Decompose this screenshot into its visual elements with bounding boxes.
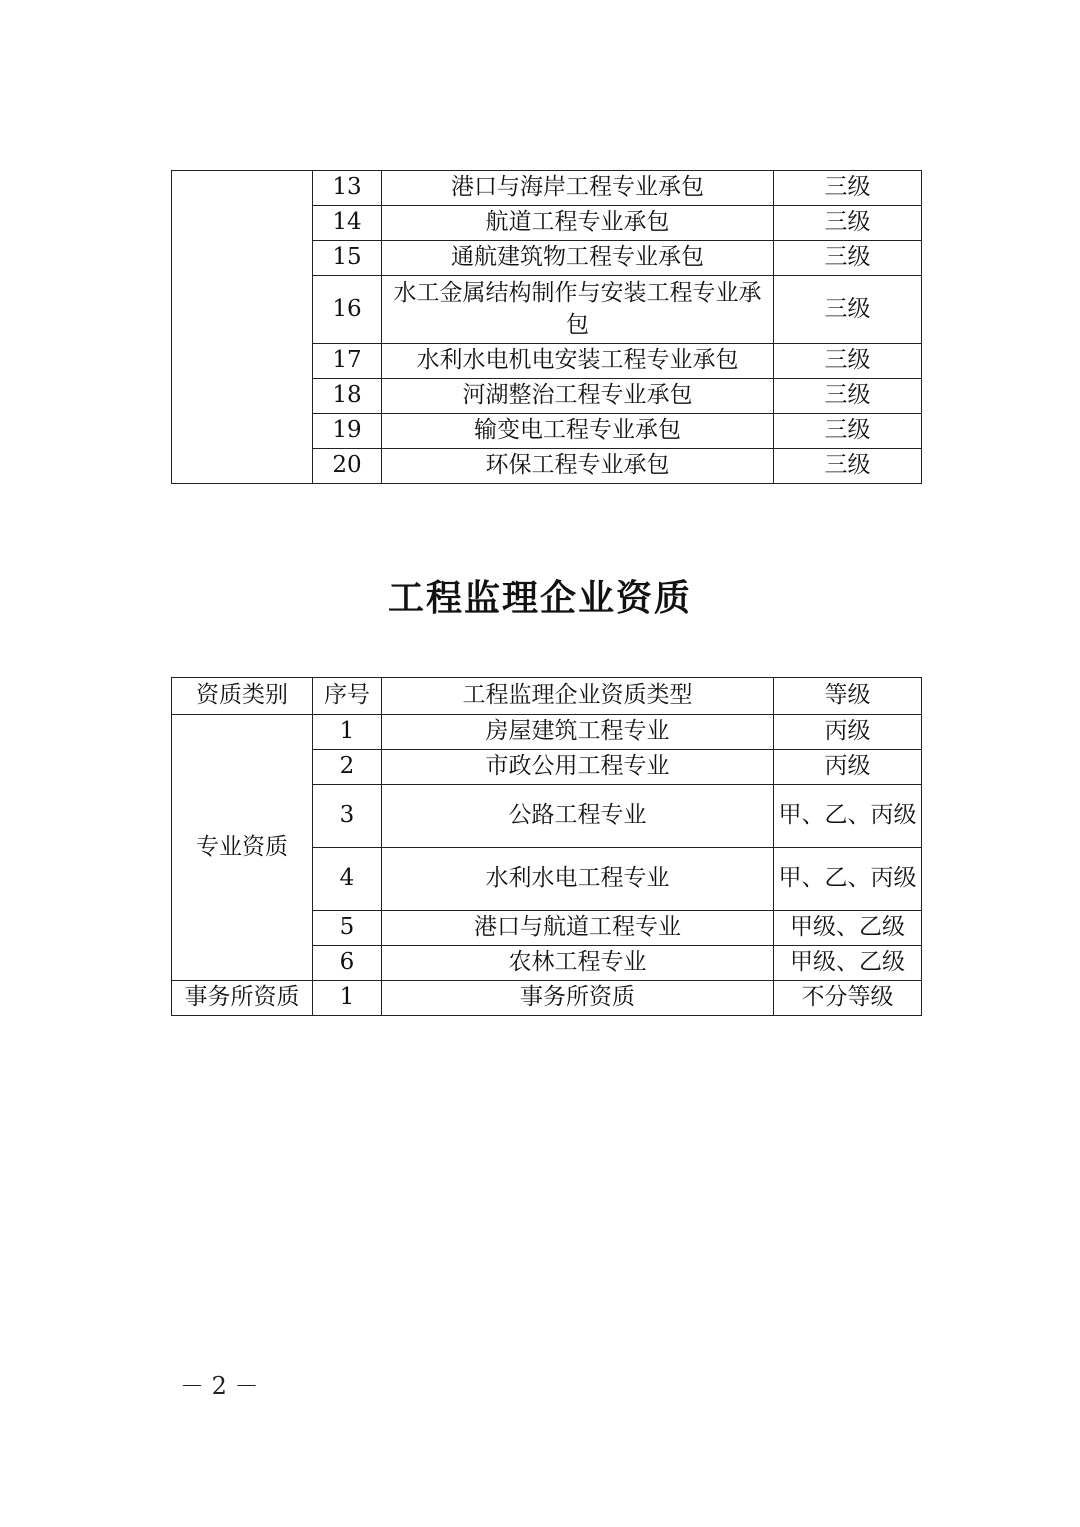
grade: 不分等级 bbox=[774, 981, 922, 1016]
row-number: 19 bbox=[313, 414, 382, 449]
qualification-type: 港口与航道工程专业 bbox=[382, 911, 774, 946]
qualification-type: 公路工程专业 bbox=[382, 785, 774, 848]
header-type: 工程监理企业资质类型 bbox=[382, 678, 774, 715]
table-row bbox=[172, 715, 922, 750]
row-number: 6 bbox=[313, 946, 382, 981]
contractor-qualification-table-continued bbox=[171, 170, 922, 484]
qualification-type: 航道工程专业承包 bbox=[382, 206, 774, 241]
row-number: 3 bbox=[313, 785, 382, 848]
qualification-type: 水工金属结构制作与安装工程专业承包 bbox=[382, 276, 774, 344]
row-number: 20 bbox=[313, 449, 382, 484]
qualification-type: 环保工程专业承包 bbox=[382, 449, 774, 484]
qualification-type: 事务所资质 bbox=[382, 981, 774, 1016]
page-number: － 2 － bbox=[180, 1372, 259, 1400]
qualification-type: 水利水电工程专业 bbox=[382, 848, 774, 911]
qualification-type: 市政公用工程专业 bbox=[382, 750, 774, 785]
row-number: 15 bbox=[313, 241, 382, 276]
grade: 甲级、乙级 bbox=[774, 946, 922, 981]
qualification-type: 房屋建筑工程专业 bbox=[382, 715, 774, 750]
row-number: 4 bbox=[313, 848, 382, 911]
grade: 三级 bbox=[774, 449, 922, 484]
qualification-type: 港口与海岸工程专业承包 bbox=[382, 171, 774, 206]
table-row bbox=[172, 171, 922, 206]
section-title: 工程监理企业资质 bbox=[387, 578, 692, 619]
qualification-type: 河湖整治工程专业承包 bbox=[382, 379, 774, 414]
grade: 三级 bbox=[774, 206, 922, 241]
row-number: 17 bbox=[313, 344, 382, 379]
row-number: 2 bbox=[313, 750, 382, 785]
grade: 三级 bbox=[774, 241, 922, 276]
row-number: 13 bbox=[313, 171, 382, 206]
grade: 三级 bbox=[774, 171, 922, 206]
row-number: 16 bbox=[313, 276, 382, 344]
grade: 丙级 bbox=[774, 750, 922, 785]
category-firm: 事务所资质 bbox=[172, 981, 313, 1016]
grade: 三级 bbox=[774, 276, 922, 344]
grade: 丙级 bbox=[774, 715, 922, 750]
qualification-type: 输变电工程专业承包 bbox=[382, 414, 774, 449]
grade: 甲、乙、丙级 bbox=[774, 785, 922, 848]
grade: 甲级、乙级 bbox=[774, 911, 922, 946]
category-professional: 专业资质 bbox=[172, 715, 313, 981]
row-number: 5 bbox=[313, 911, 382, 946]
header-category: 资质类别 bbox=[172, 678, 313, 715]
table-header-row bbox=[172, 678, 922, 715]
qualification-type: 农林工程专业 bbox=[382, 946, 774, 981]
table-row bbox=[172, 981, 922, 1016]
qualification-type: 通航建筑物工程专业承包 bbox=[382, 241, 774, 276]
row-number: 14 bbox=[313, 206, 382, 241]
grade: 三级 bbox=[774, 379, 922, 414]
row-number: 18 bbox=[313, 379, 382, 414]
header-number: 序号 bbox=[313, 678, 382, 715]
header-grade: 等级 bbox=[774, 678, 922, 715]
supervision-qualification-table bbox=[171, 677, 922, 1016]
category-cell-empty bbox=[172, 171, 313, 484]
row-number: 1 bbox=[313, 715, 382, 750]
grade: 甲、乙、丙级 bbox=[774, 848, 922, 911]
row-number: 1 bbox=[313, 981, 382, 1016]
grade: 三级 bbox=[774, 344, 922, 379]
qualification-type: 水利水电机电安装工程专业承包 bbox=[382, 344, 774, 379]
grade: 三级 bbox=[774, 414, 922, 449]
